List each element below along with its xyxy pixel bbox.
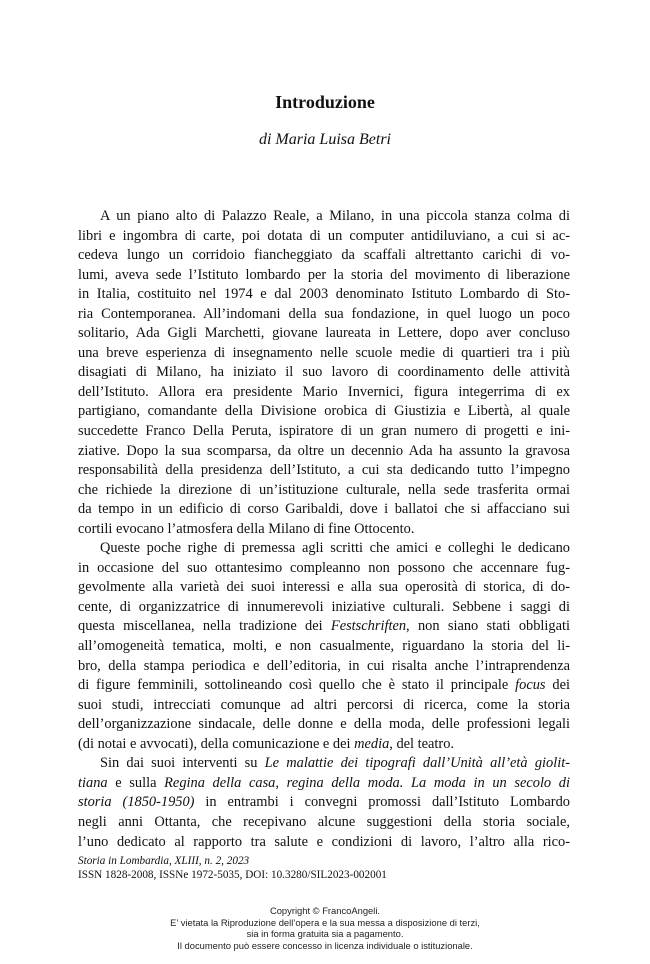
journal-info [78, 854, 387, 882]
text-line: disagiati di Milano, ha iniziato il suo lavoro di coordinamento delle attività [78, 364, 570, 381]
text-line: cortili evocano l’atmosfera della Milano di fine Ottocento. [78, 520, 415, 537]
text-line: che richiede la direzione di un’istituzione culturale, nella sede trasferita ormai [78, 481, 570, 498]
text-line: in occasione del suo ottantesimo compleanno non possono che accennare fug- [78, 559, 570, 576]
text-line: storia (1850-1950) in entrambi i convegni promossi dall’Istituto Lombardo [78, 794, 570, 811]
text-line: cedeva lungo un corridoio fiancheggiato da scaffali altrettanto carichi di vo- [78, 247, 570, 264]
text-line: solitario, Ada Gigli Marchetti, giovane laureata in Lettere, dopo aver concluso [78, 325, 570, 342]
page-title: Introduzione [275, 92, 375, 112]
text-line: A un piano alto di Palazzo Reale, a Milano, in una piccola stanza colma di [100, 208, 570, 224]
text-line: tiana e sulla Regina della casa, regina della moda. La moda in un secolo di [78, 774, 570, 791]
text-line: bro, della stampa periodica e dell’editoria, in cui risalta anche l’intraprendenza [78, 657, 570, 674]
author-byline: di Maria Luisa Betri [258, 131, 391, 148]
text-line: partigiano, comandante della Divisione orobica di Giustizia e Libertà, al quale [78, 403, 570, 420]
text-line: Queste poche righe di premessa agli scritti che amici e colleghi le dedicano [100, 540, 570, 557]
text-line: una breve esperienza di insegnamento nelle scuole medie di quartieri tra i più [78, 344, 570, 361]
text-line: dell’organizzazione sindacale, delle donne e della moda, delle professioni legali [78, 716, 570, 733]
issn-doi-line: ISSN 1828-2008, ISSNe 1972-5035, DOI: 10.3280/SIL2023-002001 [78, 869, 387, 881]
body-text [78, 207, 570, 852]
text-line: di figure femminili, sottolineando così quello che è stato il principale focus dei [78, 677, 570, 694]
copyright-line: Copyright © FrancoAngeli. [269, 905, 381, 916]
text-line: suoi studi, intrecciati comunque ad altri percorsi di ricerca, come la storia [78, 696, 570, 713]
text-line: questa miscellanea, nella tradizione dei Festschriften, non siano stati obbligati [78, 618, 570, 635]
text-line: ziative. Dopo la sua scomparsa, da oltre un decennio Ada ha assunto la gravosa [78, 442, 570, 459]
text-line: dell’Istituto. Allora era presidente Mario Invernici, figura integerrima di ex [78, 383, 570, 400]
text-line: da tempo in un edificio di corso Garibaldi, dove i ballatoi che si affacciano sui [78, 501, 570, 518]
text-line: (di notai e avvocati), della comunicazione e dei media, del teatro. [78, 735, 455, 752]
copyright-line: sia in forma gratuita sia a pagamento. [246, 928, 404, 940]
text-line: negli anni Ottanta, che recepivano alcune suggestioni della storia sociale, [78, 813, 570, 830]
text-line: all’omogeneità tematica, molti, e non casualmente, riguardano la storia del li- [78, 638, 570, 655]
copyright-line: Il documento può essere concesso in licenza individuale o istituzionale. [177, 939, 473, 951]
text-line: lumi, aveva sede l’Istituto lombardo per la storia del movimento di liberazione [78, 266, 570, 283]
copyright-line: E’ vietata la Riproduzione dell’opera e la sua messa a disposizione di terzi, [170, 916, 480, 928]
text-line: gevolmente alla varietà dei suoi interessi e alla sua operosità di storica, di do- [78, 579, 570, 596]
journal-citation: Storia in Lombardia, XLIII, n. 2, 2023 [78, 855, 250, 867]
text-line: succedette Franco Della Peruta, ispiratore di un gran numero di progetti e ini- [78, 423, 570, 440]
text-line: libri e ingombra di carte, poi dotata di un computer antidiluviano, a cui si ac- [78, 227, 570, 244]
text-line: ria Contemporanea. All’indomani della sua fondazione, in quel luogo un poco [78, 305, 570, 322]
text-line: l’uno dedicato al rapporto tra salute e condizioni di lavoro, l’altro alla rico- [78, 833, 570, 850]
text-line: Sin dai suoi interventi su Le malattie dei tipografi dall’Unità all’età giolit- [100, 755, 570, 772]
copyright-notice [0, 905, 650, 951]
text-line: responsabilità della presidenza dell’Istituto, a cui sta dedicando tutto l’impegno [78, 462, 570, 479]
text-line: in Italia, costituito nel 1974 e dal 2003 denominato Istituto Lombardo di Sto- [78, 286, 570, 303]
text-line: cente, di organizzatrice di innumerevoli iniziative culturali. Sebbene i saggi di [78, 598, 570, 615]
